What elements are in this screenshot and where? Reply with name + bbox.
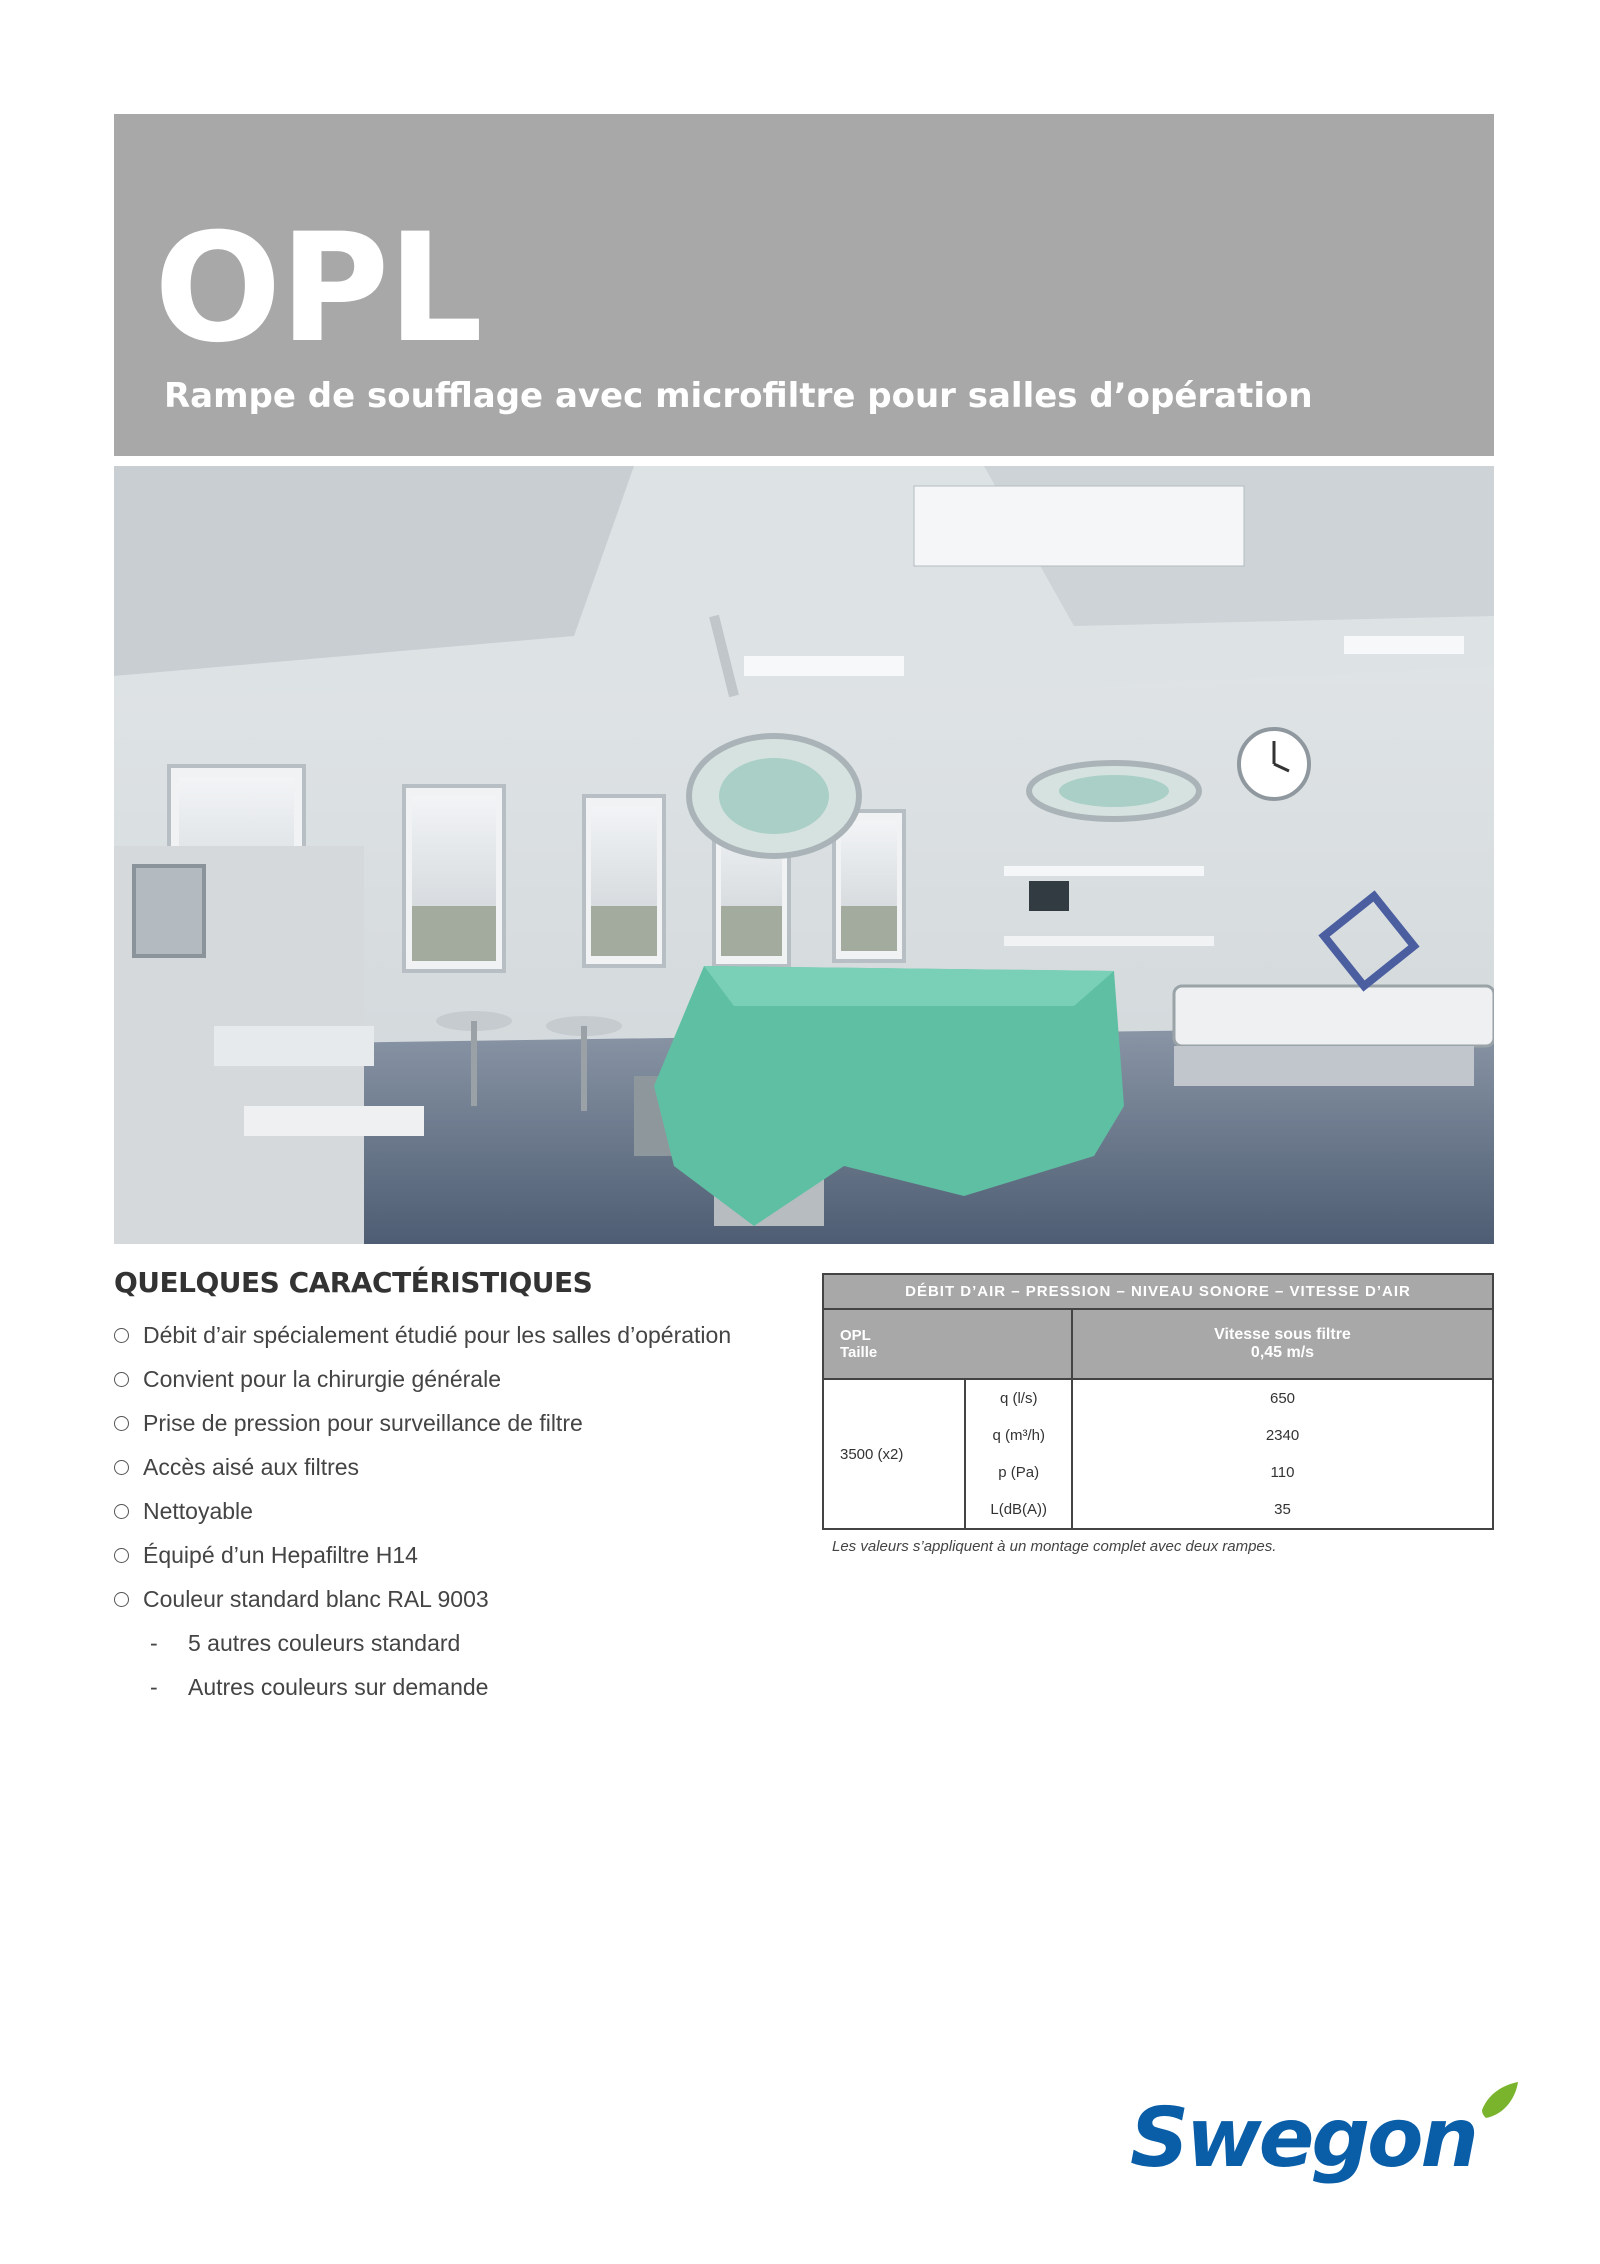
dash-bullet-icon: - (150, 1629, 158, 1656)
sub-list-item: - 5 autres couleurs standard (150, 1629, 461, 1656)
table-row (823, 1379, 1493, 1417)
features-section (114, 1266, 804, 1709)
circle-bullet-icon (114, 1504, 129, 1519)
table-cell-size: 3500 (x2) (823, 1379, 965, 1529)
list-item: Nettoyable (114, 1489, 804, 1533)
table-cell-value: 2340 (1072, 1417, 1493, 1454)
table-header-size: OPL Taille (823, 1309, 1072, 1379)
dash-bullet-icon: - (150, 1673, 158, 1700)
table-cell-value: 110 (1072, 1454, 1493, 1491)
swegon-logo (1130, 2080, 1520, 2190)
features-list (114, 1313, 804, 1709)
list-item: Débit d’air spécialement étudié pour les salles d’opération (114, 1313, 804, 1357)
table-cell-param: q (l/s) (965, 1379, 1072, 1417)
page-title: OPL (154, 202, 482, 376)
table-cell-value: 650 (1072, 1379, 1493, 1417)
circle-bullet-icon (114, 1416, 129, 1431)
table-note: Les valeurs s’appliquent à un montage complet avec deux rampes. (832, 1538, 1277, 1555)
list-item: Accès aisé aux filtres (114, 1445, 804, 1489)
leaf-icon (1482, 2082, 1518, 2118)
features-title: QUELQUES CARACTÉRISTIQUES (114, 1266, 593, 1299)
circle-bullet-icon (114, 1328, 129, 1343)
table-caption: DÉBIT D’AIR – PRESSION – NIVEAU SONORE – VITESSE D’AIR (823, 1274, 1493, 1309)
circle-bullet-icon (114, 1460, 129, 1475)
header-banner (114, 114, 1494, 456)
list-item: Prise de pression pour surveillance de filtre (114, 1401, 804, 1445)
list-item: Équipé d’un Hepafiltre H14 (114, 1533, 804, 1577)
list-item: Couleur standard blanc RAL 9003 (114, 1577, 804, 1621)
table-cell-param: p (Pa) (965, 1454, 1072, 1491)
table-cell-param: L(dB(A)) (965, 1491, 1072, 1529)
sub-list-item: - Autres couleurs sur demande (150, 1673, 489, 1700)
performance-table-section (822, 1273, 1494, 1555)
circle-bullet-icon (114, 1592, 129, 1607)
performance-table (822, 1273, 1494, 1530)
operating-room-photo (114, 466, 1494, 1244)
table-cell-param: q (m³/h) (965, 1417, 1072, 1454)
circle-bullet-icon (114, 1548, 129, 1563)
table-header-velocity: Vitesse sous filtre 0,45 m/s (1072, 1309, 1493, 1379)
logo-text: Swegon (1130, 2091, 1476, 2186)
page-subtitle: Rampe de soufflage avec microfiltre pour salles d’opération (164, 376, 1313, 416)
table-cell-value: 35 (1072, 1491, 1493, 1529)
list-item: Convient pour la chirurgie générale (114, 1357, 804, 1401)
circle-bullet-icon (114, 1372, 129, 1387)
